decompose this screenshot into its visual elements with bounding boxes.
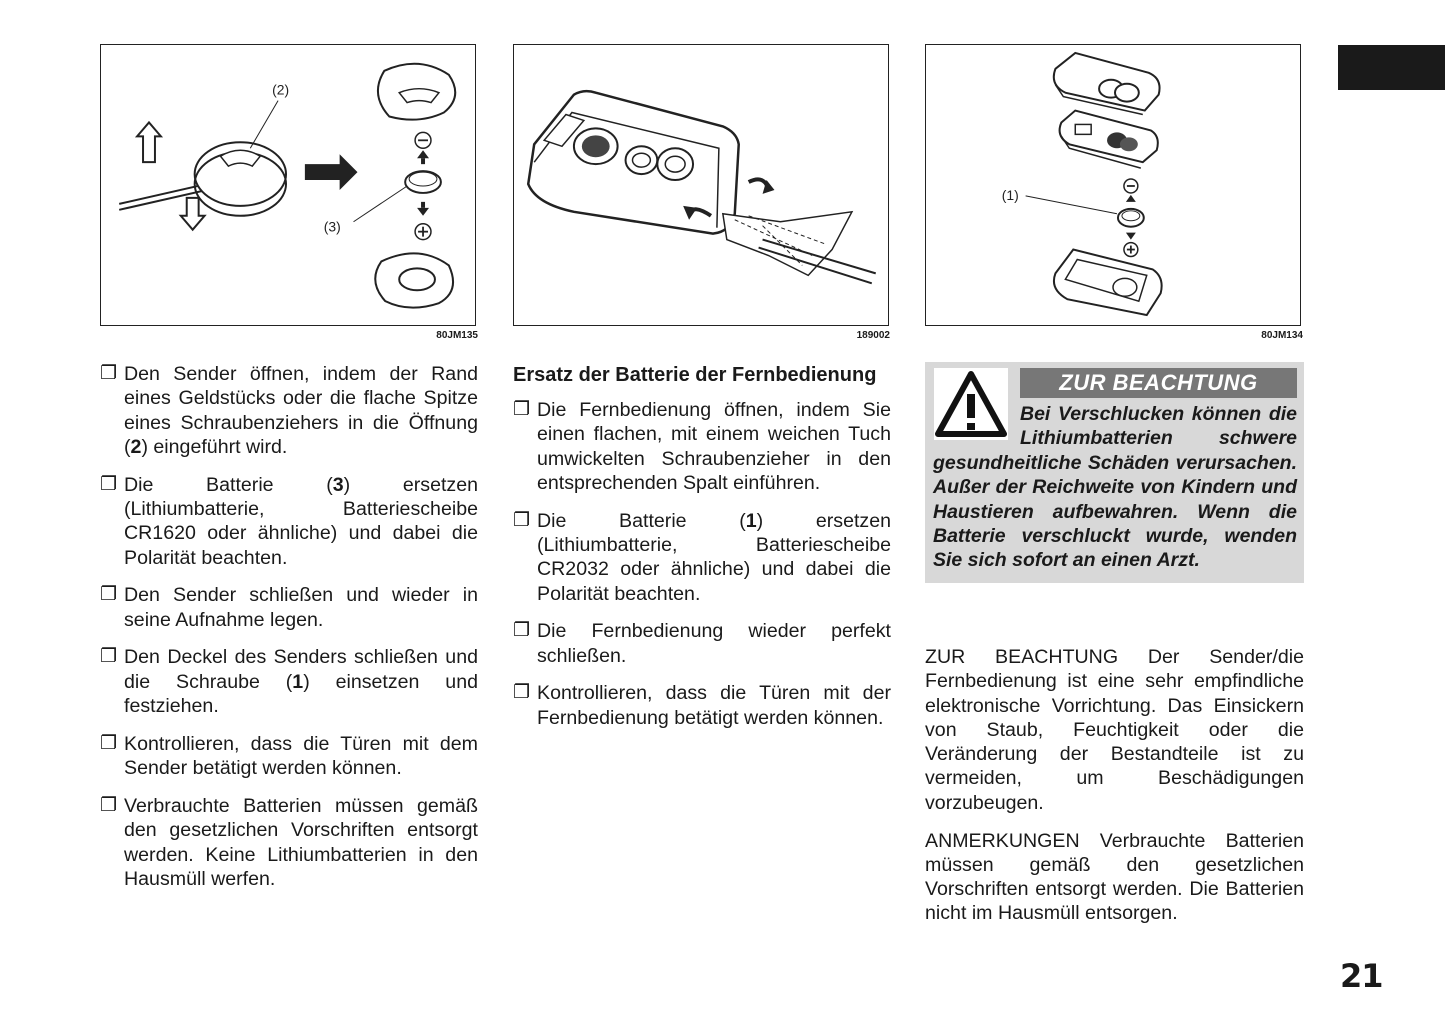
figure-transmitter-battery [100, 44, 476, 326]
bullet-icon: ❐ [513, 509, 531, 531]
warning-text: Bei Verschlucken können die Lithiumbatterien schwere gesundheitliche Schäden verursachen. Außer der Reichweite von Kindern und Haustieren aufbewahren. Wenn die Batterie verschluckt wurde, wenden Sie sich sofort an einen Arzt. [933, 403, 1297, 572]
bullet-icon: ❐ [513, 620, 531, 642]
remote-battery-illustration [926, 45, 1300, 325]
list-item: ❐ Verbrauchte Batterien müssen gemäß den gesetzlichen Vorschriften entsorgt werden. Keine Lithiumbatterien in den Hausmüll werfen. [100, 794, 478, 890]
fig1-label-2: (2) [272, 81, 290, 98]
list-item: ❐ Kontrollieren, dass die Türen mit der Fernbedienung betätigt werden können. [513, 682, 891, 729]
chapter-tab-marker [1338, 45, 1445, 90]
column-transmitter [100, 362, 478, 905]
bullet-icon: ❐ [100, 584, 118, 606]
list-item: ❐ Die Fernbedienung wieder perfekt schließen. [513, 620, 891, 667]
page-number: 21 [1340, 957, 1383, 995]
figure-code-3: 80JM134 [1261, 330, 1303, 341]
figure-remote-opening [513, 44, 889, 326]
transmitter-illustration [101, 45, 475, 325]
warning-box [925, 362, 1304, 583]
warning-title: ZUR BEACHTUNG [1020, 368, 1297, 398]
list-item: ❐ Den Sender schließen und wieder in seine Aufnahme legen. [100, 584, 478, 631]
note-paragraph: ZUR BEACHTUNG Der Sender/die Fernbedienung ist eine sehr empfindliche elektronische Vorrichtung. Das Einsickern von Staub, Feuchtigkeit oder die Veränderung der Bestandteile ist zu vermeiden, um Beschädigungen vorzubeugen. [925, 646, 1304, 814]
figure-remote-battery [925, 44, 1301, 326]
fig3-label-1: (1) [1001, 186, 1019, 203]
list-item: ❐ Den Sender öffnen, indem der Rand eines Geldstücks oder die flache Spitze eines Schraubenziehers in die Öffnung (2) eingeführt wird. [100, 363, 478, 458]
note-paragraph: ANMERKUNGEN Verbrauchte Batterien müssen gemäß den gesetzlichen Vorschriften entsorgt werden. Die Batterien nicht im Hausmüll entsorgen. [925, 829, 1304, 925]
section-heading: Ersatz der Batterie der Fernbedienung [513, 364, 877, 386]
bullet-icon: ❐ [100, 473, 118, 495]
figure-code-1: 80JM135 [436, 330, 478, 341]
fig1-label-3: (3) [323, 218, 341, 235]
bullet-icon: ❐ [513, 682, 531, 704]
list-item: ❐ Die Fernbedienung öffnen, indem Sie einen flachen, mit einem weichen Tuch umwickelten Schraubenzieher in den entsprechenden Spalt einführen. [513, 399, 891, 494]
list-item: ❐ Den Deckel des Senders schließen und die Schraube (1) einsetzen und festziehen. [100, 646, 479, 718]
list-item: ❐ Die Batterie (3) ersetzen (Lithiumbatterie, Batteriescheibe CR1620 oder ähnliche) und dabei die Polarität beachten. [100, 473, 478, 569]
bullet-icon: ❐ [513, 399, 531, 420]
bullet-icon: ❐ [100, 363, 118, 384]
bullet-icon: ❐ [100, 794, 118, 816]
list-item: ❐ Die Batterie (1) ersetzen (Lithiumbatterie, Batteriescheibe CR2032 oder ähnliche) und dabei die Polarität beachten. [513, 509, 891, 605]
notes-section [925, 645, 1304, 939]
figure-code-2: 189002 [856, 330, 890, 341]
column-remote [513, 362, 891, 744]
bullet-icon: ❐ [100, 732, 118, 754]
remote-opening-illustration [514, 45, 888, 325]
list-item: ❐ Kontrollieren, dass die Türen mit dem Sender betätigt werden können. [100, 732, 478, 780]
bullet-icon: ❐ [100, 646, 118, 668]
